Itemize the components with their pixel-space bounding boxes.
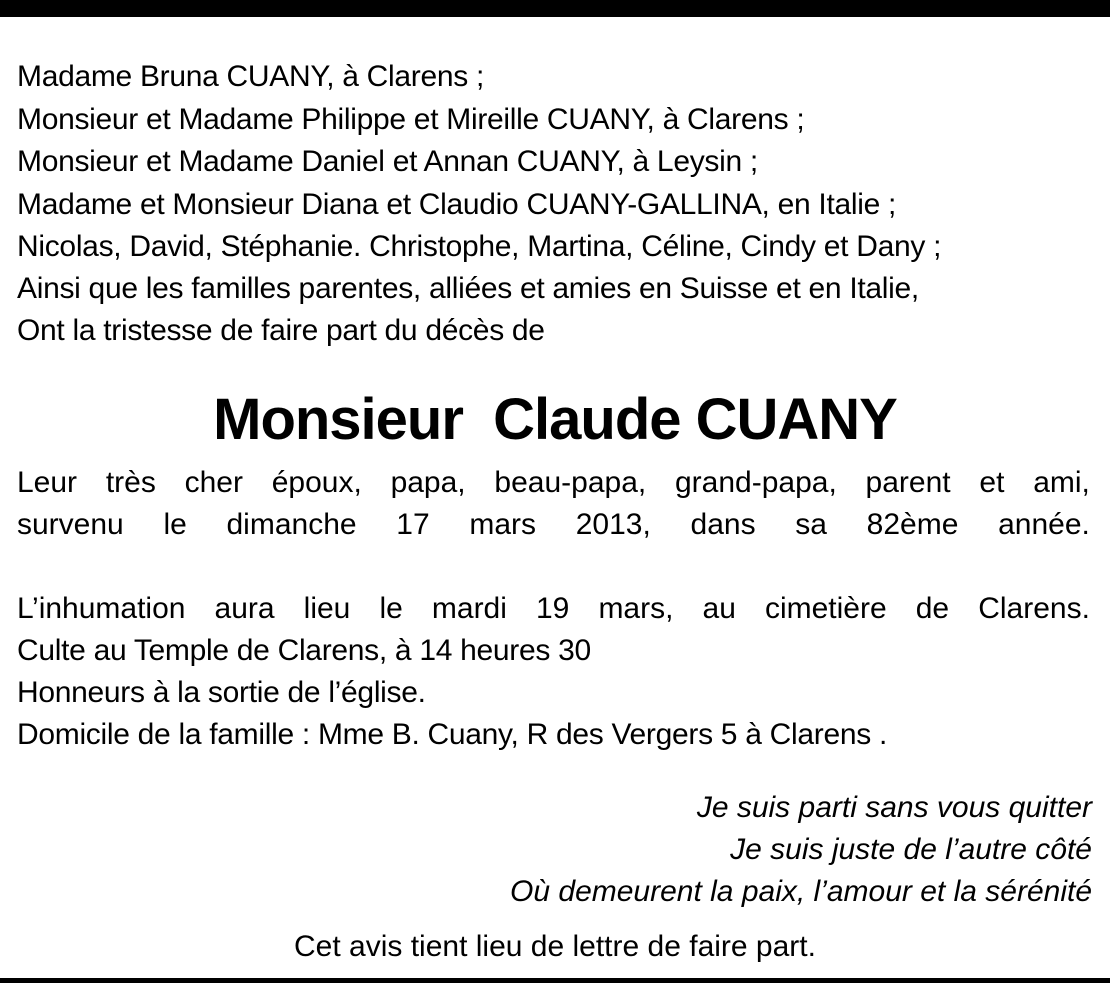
word: 19: [535, 592, 570, 625]
word: cimetière: [764, 592, 887, 625]
word: dans: [690, 508, 756, 541]
word: aura: [214, 592, 275, 625]
word: L’inhumation: [17, 592, 186, 625]
mourner-line: Nicolas, David, Stéphanie. Christophe, Martina, Céline, Cindy et Dany ;: [17, 230, 942, 263]
word: ami,: [1033, 466, 1090, 499]
residence-line: Domicile de la famille : Mme B. Cuany, R des Vergers 5 à Clarens .: [17, 718, 887, 751]
poem-line: Je suis juste de l’autre côté: [730, 833, 1092, 866]
deceased-name: Monsieur Claude CUANY: [213, 387, 897, 452]
word: au: [702, 592, 736, 625]
bottom-rule: [0, 978, 1110, 983]
mourner-line: Madame et Monsieur Diana et Claudio CUANY-GALLINA, en Italie ;: [17, 188, 897, 221]
word: grand-papa,: [674, 466, 837, 499]
top-rule: [0, 0, 1110, 17]
word: parent: [865, 466, 951, 499]
word: survenu: [17, 508, 124, 541]
word: dimanche: [226, 508, 357, 541]
word: mardi: [431, 592, 507, 625]
word: 17: [396, 508, 430, 541]
announcement-line-1: [17, 462, 1090, 504]
word: papa,: [390, 466, 466, 499]
word: année.: [998, 508, 1090, 541]
word: de: [915, 592, 950, 625]
word: lieu: [303, 592, 351, 625]
honours-line: Honneurs à la sortie de l’église.: [17, 676, 426, 709]
word: époux,: [271, 466, 362, 499]
word: et: [979, 466, 1005, 499]
footer-note: Cet avis tient lieu de lettre de faire part.: [294, 930, 816, 963]
mourner-line: Ont la tristesse de faire part du décès de: [17, 314, 545, 347]
word: 82ème: [866, 508, 959, 541]
mourner-line: Ainsi que les familles parentes, alliées et amies en Suisse et en Italie,: [17, 272, 919, 305]
word: sa: [795, 508, 827, 541]
word: Clarens.: [978, 592, 1090, 625]
word: mars: [469, 508, 537, 541]
word: très: [105, 466, 156, 499]
word: le: [379, 592, 403, 625]
service-line: Culte au Temple de Clarens, à 14 heures 30: [17, 634, 591, 667]
word: le: [163, 508, 187, 541]
word: mars,: [598, 592, 674, 625]
mourner-line: Monsieur et Madame Daniel et Annan CUANY, à Leysin ;: [17, 145, 758, 178]
word: Leur: [17, 466, 78, 499]
word: cher: [184, 466, 243, 499]
announcement-line-2: [17, 504, 1090, 546]
poem-line: Je suis parti sans vous quitter: [696, 791, 1092, 824]
word: 2013,: [575, 508, 651, 541]
mourner-line: Madame Bruna CUANY, à Clarens ;: [17, 60, 485, 93]
burial-line: [17, 588, 1090, 630]
word: beau-papa,: [494, 466, 647, 499]
mourner-line: Monsieur et Madame Philippe et Mireille CUANY, à Clarens ;: [17, 103, 805, 136]
poem-line: Où demeurent la paix, l’amour et la sérénité: [510, 875, 1092, 908]
